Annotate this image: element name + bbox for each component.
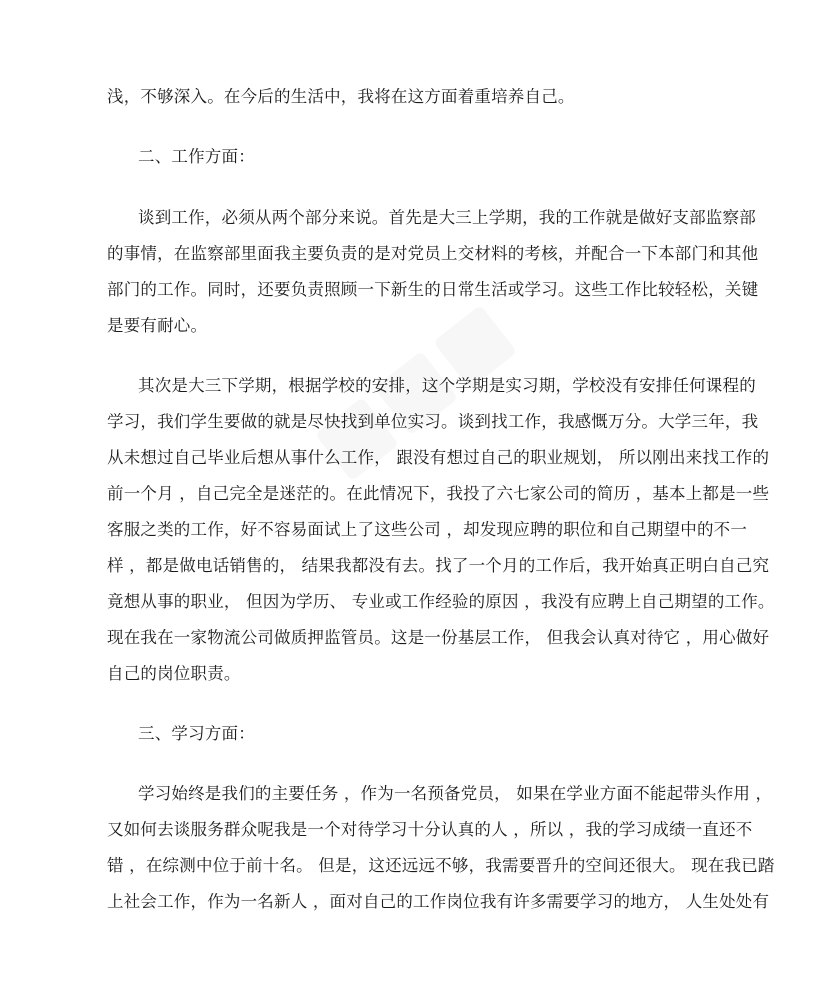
paragraph-line: 上社会工作，作为一名新人 ，面对自己的工作岗位我有许多需要学习的地方， 人生处处有 [107, 892, 770, 911]
paragraph-line: 的事情，在监察部里面我主要负责的是对党员上交材料的考核，并配合一下本部门和其他 [107, 244, 759, 263]
paragraph-line: 样 ，都是做电话销售的， 结果我都没有去。找了一个月的工作后，我开始真正明白自己究 [107, 556, 770, 575]
paragraph-line: 学习，我们学生要做的就是尽快找到单位实习。谈到找工作，我感慨万分。大学三年，我 [107, 412, 759, 431]
paragraph-line: 竟想从事的职业， 但因为学历、 专业或工作经验的原因 ，我没有应聘上自己期望的工作。 [107, 592, 775, 611]
paragraph-line: 从未想过自己毕业后想从事什么工作， 跟没有想过自己的职业规划， 所以刚出来找工作的 [107, 448, 770, 467]
paragraph-line: 自己的岗位职责。 [107, 664, 241, 683]
section-heading-work: 二、工作方面： [138, 147, 255, 166]
paragraph-line: 前一个月 ，自己完全是迷茫的。在此情况下，我投了六七家公司的简历 ，基本上都是一些 [107, 484, 770, 503]
section-heading-study: 三、学习方面： [138, 724, 255, 743]
paragraph-line: 是要有耐心。 [107, 316, 208, 335]
paragraph-line: 谈到工作，必须从两个部分来说。首先是大三上学期，我的工作就是做好支部监察部 [138, 208, 756, 227]
paragraph-line: 学习始终是我们的主要任务 ，作为一名预备党员， 如果在学业方面不能起带头作用 ， [138, 784, 773, 803]
paragraph-line: 其次是大三下学期，根据学校的安排，这个学期是实习期，学校没有安排任何课程的 [138, 376, 756, 395]
paragraph-line: 部门的工作。同时，还要负责照顾一下新生的日常生活或学习。这些工作比较轻松，关键 [107, 280, 759, 299]
paragraph-line: 又如何去谈服务群众呢我是一个对待学习十分认真的人 ，所以 ，我的学习成绩一直还不 [107, 820, 753, 839]
paragraph-line: 客服之类的工作，好不容易面试上了这些公司 ，却发现应聘的职位和自己期望中的不一 [107, 520, 748, 539]
paragraph-line: 现在我在一家物流公司做质押监管员。这是一份基层工作， 但我会认真对待它 ，用心做好 [107, 628, 770, 647]
paragraph-line: 浅，不够深入。在今后的生活中，我将在这方面着重培养自己。 [107, 87, 575, 106]
paragraph-line: 错 ，在综测中位于前十名。 但是，这还远远不够，我需要晋升的空间还很大。 现在我已踏 [107, 856, 775, 875]
